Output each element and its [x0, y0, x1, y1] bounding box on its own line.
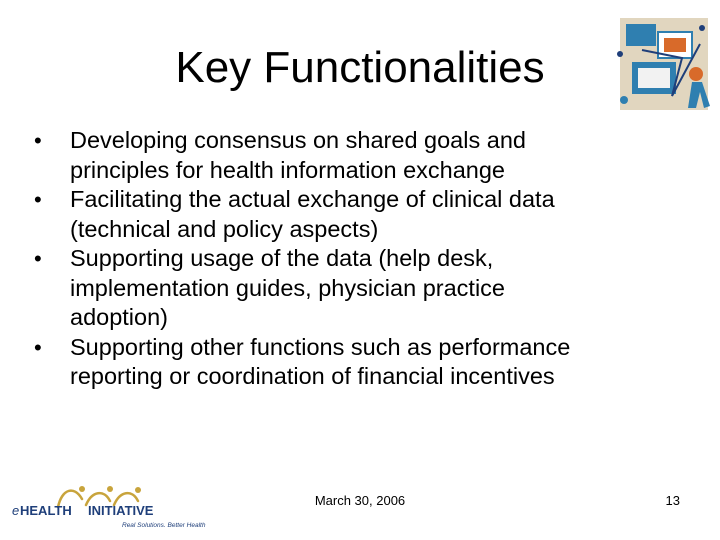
bullet-item: [34, 126, 704, 185]
bullet-line: Supporting usage of the data (help desk,: [70, 245, 494, 271]
bullet-marker: •: [34, 128, 42, 153]
bullet-item: [34, 185, 704, 244]
slide-title: Key Functionalities: [175, 43, 545, 92]
logo-health: HEALTH: [20, 503, 72, 518]
footer-date: March 30, 2006: [314, 493, 406, 508]
logo-figure-head: [107, 486, 113, 492]
bullet-line: principles for health information exchange: [70, 156, 506, 183]
bullet-line: adoption): [70, 304, 168, 330]
ehealth-initiative-logo: [12, 481, 222, 531]
bullet-line: Facilitating the actual exchange of clinical data: [70, 186, 555, 212]
logo-tagline: Real Solutions. Better Health: [122, 522, 206, 529]
logo-figure-head: [79, 486, 85, 492]
bullet-marker: •: [34, 334, 42, 360]
bullet-item: [34, 244, 704, 333]
bullet-line: reporting or coordination of financial incentives: [70, 363, 555, 389]
bullet-line: implementation guides, physician practice: [70, 274, 505, 301]
bullet-marker: •: [34, 246, 42, 271]
bullet-line: (technical and policy aspects): [70, 215, 379, 242]
bullet-marker: •: [34, 187, 42, 212]
bullet-line: Developing consensus on shared goals and: [70, 127, 526, 153]
logo-figure-head: [135, 487, 141, 493]
logo-initiative: INITIATIVE: [88, 503, 154, 518]
computer-network-clipart-icon: [612, 14, 716, 118]
bullet-item: [34, 333, 704, 392]
logo-e: e: [12, 503, 20, 518]
bullet-line: Supporting other functions such as performance: [70, 333, 571, 360]
page-number: 13: [665, 493, 680, 508]
bullet-list: [34, 126, 704, 392]
